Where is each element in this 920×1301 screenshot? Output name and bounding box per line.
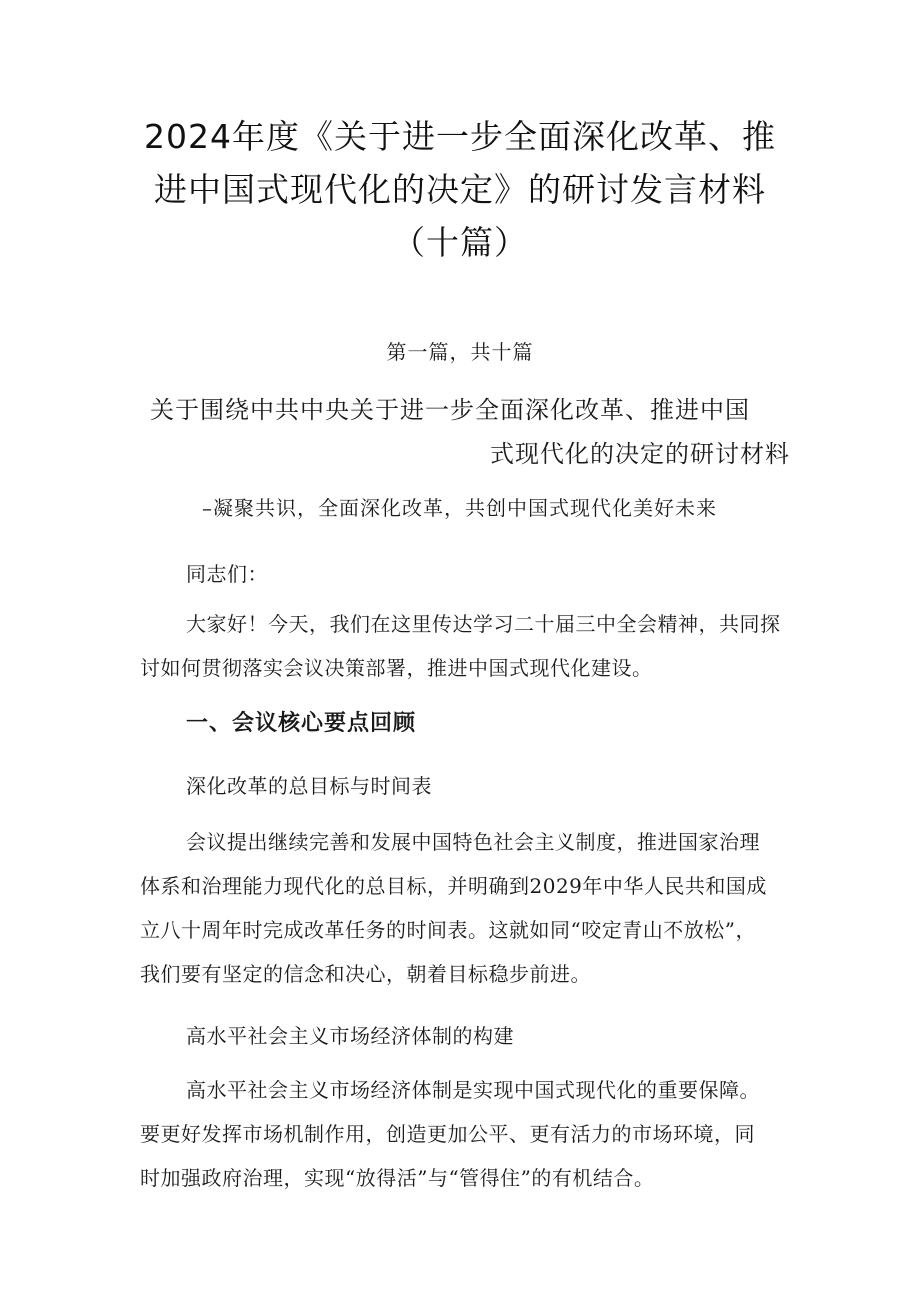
paragraph-line: 高水平社会主义市场经济体制是实现中国式现代化的重要保障。 [186, 1078, 760, 1102]
paragraph-line: 时加强政府治理，实现“放得活”与“管得住”的有机结合。 [140, 1166, 655, 1190]
intro-line-2: 讨如何贯彻落实会议决策部署，推进中国式现代化建设。 [140, 656, 653, 680]
subtitle-line-1: 关于围绕中共中央关于进一步全面深化改革、推进中国 [150, 396, 750, 424]
section-heading: 一、会议核心要点回顾 [186, 711, 417, 736]
intro-paragraph [140, 602, 790, 690]
title-line-1: 2024年度《关于进一步全面深化改革、推 [144, 117, 776, 156]
article-subtitle [150, 388, 790, 476]
paragraph-line: 我们要有坚定的信念和决心，朝着目标稳步前进。 [140, 962, 591, 986]
part-label: 第一篇，共十篇 [386, 340, 534, 364]
tagline: –凝聚共识，全面深化改革，共创中国式现代化美好未来 [202, 496, 717, 520]
paragraph-line: 体系和治理能力现代化的总目标，并明确到2029年中华人民共和国成 [140, 874, 767, 898]
paragraph-line: 要更好发挥市场机制作用，创造更加公平、更有活力的市场环境，同 [140, 1122, 755, 1146]
document-title [110, 110, 810, 269]
paragraph-market [140, 1068, 800, 1200]
intro-line-1: 大家好！今天，我们在这里传达学习二十届三中全会精神，共同探 [186, 612, 781, 636]
title-line-2: 进中国式现代化的决定》的研讨发言材料 [154, 170, 766, 209]
paragraph-line: 立八十周年时完成改革任务的时间表。这就如同“咬定青山不放松”， [140, 918, 756, 942]
salutation: 同志们： [186, 562, 268, 586]
title-line-3: （十篇） [392, 223, 528, 262]
paragraph-goals [140, 820, 800, 996]
subsection-title-2: 高水平社会主义市场经济体制的构建 [186, 1024, 514, 1048]
paragraph-line: 会议提出继续完善和发展中国特色社会主义制度，推进国家治理 [186, 830, 760, 854]
subtitle-line-2: 式现代化的决定的研讨材料 [490, 440, 790, 468]
subsection-title-1: 深化改革的总目标与时间表 [186, 774, 432, 798]
